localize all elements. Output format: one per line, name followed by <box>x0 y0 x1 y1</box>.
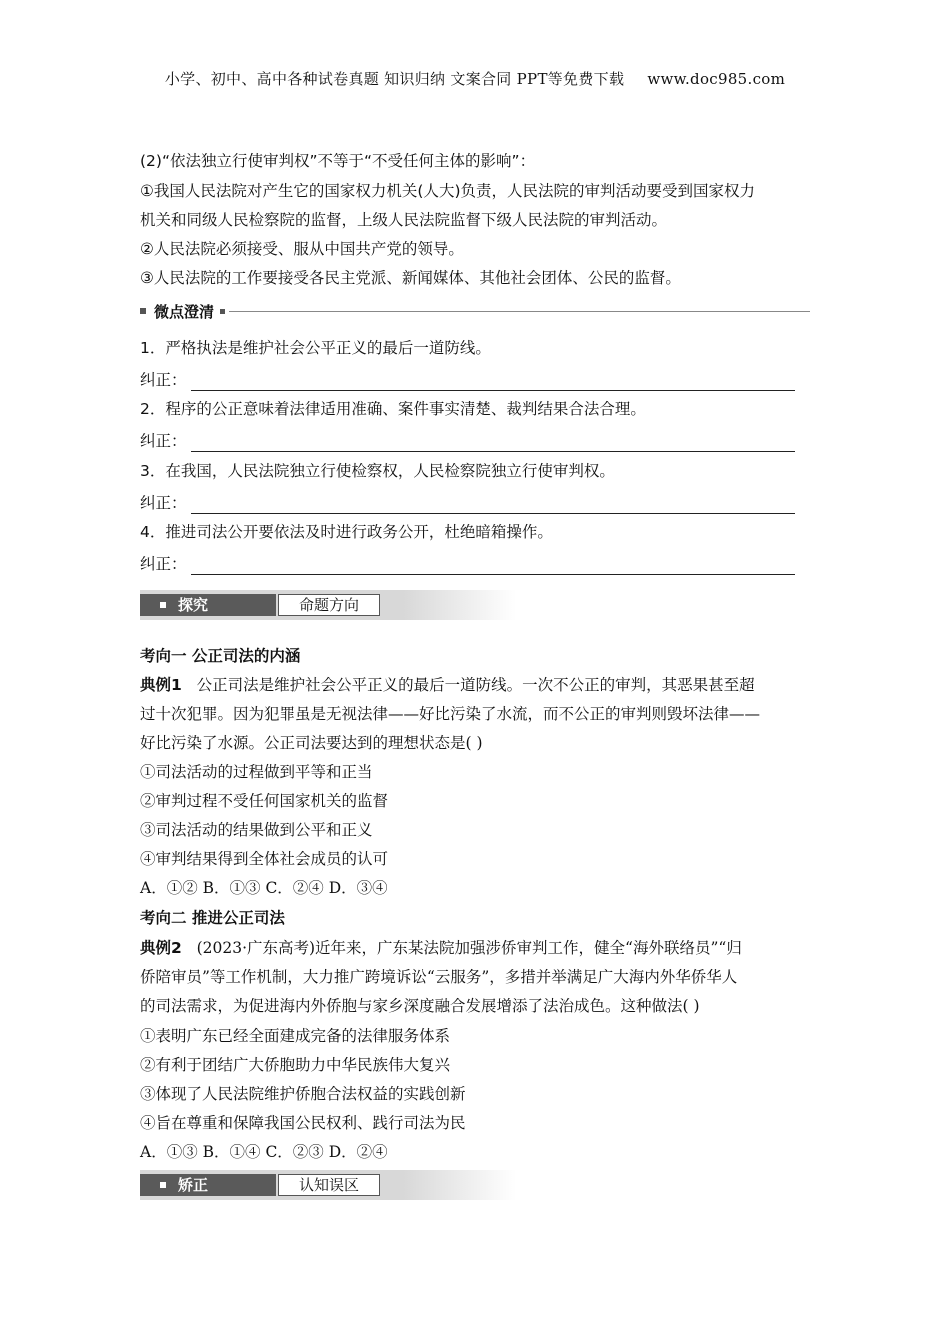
example-2-line-1 <box>140 937 742 959</box>
micro-item-4: 4．推进司法公开要依法及时进行政务公开，杜绝暗箱操作。 <box>140 523 553 541</box>
header-text: 小学、初中、高中各种试卷真题 知识归纳 文案合同 PPT等免费下载 <box>164 70 625 88</box>
correction-blank[interactable] <box>191 373 795 391</box>
example-1-answers: A．①② B．①③ C．②④ D．③④ <box>140 879 388 897</box>
square-icon <box>140 308 146 314</box>
example-2-option-1: ①表明广东已经全面建成完备的法律服务体系 <box>140 1027 451 1045</box>
example-2-option-2: ②有利于团结广大侨胞助力中华民族伟大复兴 <box>140 1056 451 1074</box>
example-1-line-3: 好比污染了水源。公正司法要达到的理想状态是( ) <box>140 734 483 752</box>
page-header <box>0 68 950 89</box>
micro-title: 微点澄清 <box>154 302 215 321</box>
divider <box>229 311 810 312</box>
section-banner-explore <box>140 590 516 620</box>
banner-dark-label: 矫正 <box>140 1174 276 1196</box>
intro-line-1: (2)“依法独立行使审判权”不等于“不受任何主体的影响”： <box>140 152 536 170</box>
example-1-option-2: ②审判过程不受任何国家机关的监督 <box>140 792 389 810</box>
example-1-line-1 <box>140 674 755 696</box>
correction-blank[interactable] <box>191 434 795 452</box>
correction-3 <box>140 492 795 514</box>
correction-blank[interactable] <box>191 496 795 514</box>
micro-item-1: 1．严格执法是维护社会公平正义的最后一道防线。 <box>140 339 491 357</box>
example-2-answers: A．①③ B．①④ C．②③ D．②④ <box>140 1143 388 1161</box>
example-2-text-1: (2023·广东高考)近年来，广东某法院加强涉侨审判工作，健全“海外联络员”“归 <box>196 939 742 957</box>
correction-4 <box>140 553 795 575</box>
micro-item-2: 2．程序的公正意味着法律适用准确、案件事实清楚、裁判结果合法合理。 <box>140 400 646 418</box>
correction-label: 纠正： <box>140 432 187 450</box>
direction-1-title: 考向一 公正司法的内涵 <box>140 647 301 665</box>
example-1-line-2: 过十次犯罪。因为犯罪虽是无视法律——好比污染了水流，而不公正的审判则毁坏法律—— <box>140 705 761 723</box>
intro-line-5: ③人民法院的工作要接受各民主党派、新闻媒体、其他社会团体、公民的监督。 <box>140 269 681 287</box>
micro-item-3: 3．在我国，人民法院独立行使检察权，人民检察院独立行使审判权。 <box>140 462 615 480</box>
example-1-option-1: ①司法活动的过程做到平等和正当 <box>140 763 373 781</box>
header-site: www.doc985.com <box>647 70 786 88</box>
intro-line-2: ①我国人民法院对产生它的国家权力机关(人大)负责，人民法院的审判活动要受到国家权力 <box>140 182 755 200</box>
banner-light-label: 认知误区 <box>278 1174 380 1196</box>
example-1-option-3: ③司法活动的结果做到公平和正义 <box>140 821 373 839</box>
correction-2 <box>140 430 795 452</box>
example-2-line-3: 的司法需求，为促进海内外侨胞与家乡深度融合发展增添了法治成色。这种做法( ) <box>140 997 700 1015</box>
example-1-option-4: ④审判结果得到全体社会成员的认可 <box>140 850 389 868</box>
banner-light-label: 命题方向 <box>278 594 380 616</box>
correction-blank[interactable] <box>191 557 795 575</box>
correction-label: 纠正： <box>140 371 187 389</box>
correction-label: 纠正： <box>140 494 187 512</box>
square-icon <box>220 309 225 314</box>
example-2-option-4: ④旨在尊重和保障我国公民权利、践行司法为民 <box>140 1114 466 1132</box>
banner-dark-label: 探究 <box>140 594 276 616</box>
example-2-label: 典例2 <box>140 939 182 957</box>
intro-line-3: 机关和同级人民检察院的监督，上级人民法院监督下级人民法院的审判活动。 <box>140 211 668 229</box>
example-2-option-3: ③体现了人民法院维护侨胞合法权益的实践创新 <box>140 1085 466 1103</box>
correction-1 <box>140 369 795 391</box>
correction-label: 纠正： <box>140 555 187 573</box>
micro-section-heading <box>140 301 810 321</box>
intro-line-4: ②人民法院必须接受、服从中国共产党的领导。 <box>140 240 464 258</box>
direction-2-title: 考向二 推进公正司法 <box>140 909 285 927</box>
example-1-label: 典例1 <box>140 676 182 694</box>
example-2-line-2: 侨陪审员”等工作机制，大力推广跨境诉讼“云服务”，多措并举满足广大海内外华侨华人 <box>140 968 738 986</box>
example-1-text-1: 公正司法是维护社会公平正义的最后一道防线。一次不公正的审判，其恶果甚至超 <box>196 676 755 694</box>
section-banner-correct <box>140 1170 516 1200</box>
